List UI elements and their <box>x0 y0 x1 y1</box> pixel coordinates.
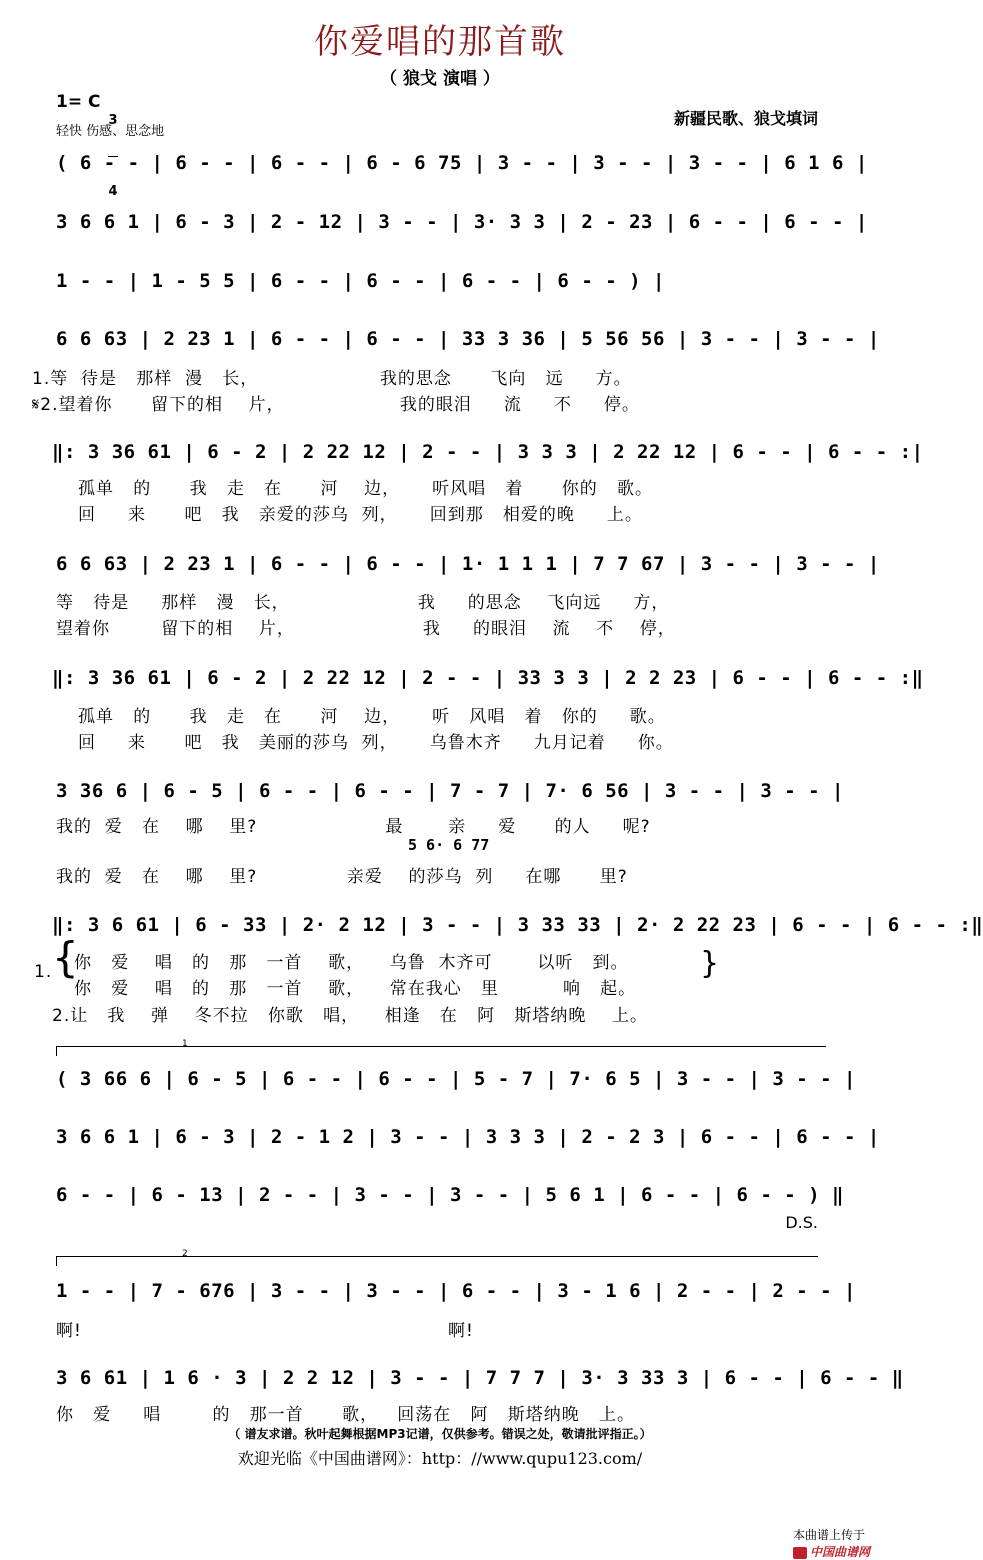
performer: （ 狼戈 演唱 ） <box>380 69 500 89</box>
volta-line-1 <box>56 1046 826 1047</box>
notation-row-7: ‖: 3 36 61 | 6 - 2 | 2 22 12 | 2 - - | 33 3 3 | 2 2 23 | 6 - - | 6 - - :‖ <box>52 667 924 689</box>
page-title: 你爱唱的那首歌 <box>314 22 566 62</box>
notation-row-5: ‖: 3 36 61 | 6 - 2 | 2 22 12 | 2 - - | 3 3 3 | 2 22 12 | 6 - - | 6 - - :| <box>52 441 924 463</box>
time-top: 3 <box>108 113 118 128</box>
credits: 新疆民歌、狼戈填词 <box>673 109 818 128</box>
volta-bracket-2 <box>56 1256 57 1266</box>
volta-line-2 <box>56 1256 818 1257</box>
lyrics-line: 2.让 我 弹 冬不拉 你歌 唱， 相逢 在 阿 斯塔纳晚 上。 <box>52 1006 648 1026</box>
welcome-text: 欢迎光临《中国曲谱网》：http：//www.qupu123.com/ <box>237 1449 643 1468</box>
lyrics-line: 我的 爱 在 哪 里? 亲爱 的莎乌 列 在哪 里? <box>56 867 628 887</box>
notation-row-12: 6 - - | 6 - 13 | 2 - - | 3 - - | 3 - - | 5 6 1 | 6 - - | 6 - - ) ‖ <box>56 1184 844 1206</box>
volta-bracket-1 <box>56 1046 57 1056</box>
time-bottom: 4 <box>108 184 118 199</box>
key-signature: 1= C <box>56 92 101 112</box>
notation-row-2: 3 6 6 1 | 6 - 3 | 2 - 12 | 3 - - | 3· 3 3 | 2 - 23 | 6 - - | 6 - - | <box>56 211 868 233</box>
lyrics-line: 你 爱 唱 的 那 一首 歌， 乌鲁 木齐可 以听 到。 <box>74 953 629 973</box>
notation-row-8: 3 36 6 | 6 - 5 | 6 - - | 6 - - | 7 - 7 | 7· 6 56 | 3 - - | 3 - - | <box>56 780 844 802</box>
lyrics-line: 等 待是 那样 漫 长， 我 的思念 飞向远 方， <box>56 593 670 613</box>
dal-segno-mark: D.S. <box>785 1213 818 1232</box>
notation-row-4: 6 6 63 | 2 23 1 | 6 - - | 6 - - | 33 3 36 | 5 56 56 | 3 - - | 3 - - | <box>56 328 880 350</box>
brace-close-icon: } <box>700 946 721 981</box>
site-logo: 中国曲谱网 <box>809 1545 870 1559</box>
lyrics-line: 我的 爱 在 哪 里? 最 亲 爱 的人 呢? <box>56 817 651 837</box>
lyrics-line: 啊! <box>56 1321 82 1341</box>
notation-row-3: 1 - - | 1 - 5 5 | 6 - - | 6 - - | 6 - - | 6 - - ) | <box>56 270 665 292</box>
lyrics-line: 𝄋2.望着你 留下的相 片， 我的眼泪 流 不 停。 <box>32 395 640 415</box>
site-logo-icon <box>793 1547 807 1559</box>
transcriber-note: （ 谱友求谱。秋叶起舞根据MP3记谱，仅供参考。错误之处，敬请批评指正。） <box>228 1427 652 1441</box>
volta-number-1: 1 <box>182 1039 188 1049</box>
upload-credit <box>785 1512 870 1560</box>
upload-label: 本曲谱上传于 <box>792 1528 865 1542</box>
notation-row-10: ( 3 66 6 | 6 - 5 | 6 - - | 6 - - | 5 - 7 | 7· 6 5 | 3 - - | 3 - - | <box>56 1068 856 1090</box>
volta-number-2: 2 <box>182 1249 188 1259</box>
notation-row-13: 1 - - | 7 - 676 | 3 - - | 3 - - | 6 - - | 3 - 1 6 | 2 - - | 2 - - | <box>56 1280 856 1302</box>
tempo-marking: 轻快 伤感、思念地 <box>56 124 165 139</box>
ending-label: 1. <box>34 962 53 982</box>
lyrics-line: 你 爱 唱 的 那 一首 歌， 常在我心 里 响 起。 <box>74 979 637 999</box>
brace-icon: { <box>52 933 80 982</box>
lyrics-line: 你 爱 唱 的 那一首 歌， 回荡在 阿 斯塔纳晚 上。 <box>56 1405 635 1425</box>
notation-row-6: 6 6 63 | 2 23 1 | 6 - - | 6 - - | 1· 1 1 1 | 7 7 67 | 3 - - | 3 - - | <box>56 553 880 575</box>
notation-row-14: 3 6 61 | 1 6 · 3 | 2 2 12 | 3 - - | 7 7 7 | 3· 3 33 3 | 6 - - | 6 - - ‖ <box>56 1367 904 1389</box>
lyrics-line: 回 来 吧 我 亲爱的莎乌 列， 回到那 相爱的晚 上。 <box>78 505 643 525</box>
lyrics-line: 回 来 吧 我 美丽的莎乌 列， 乌鲁木齐 九月记着 你。 <box>78 733 674 753</box>
notation-row-1: ( 6 - - | 6 - - | 6 - - | 6 - 6 75 | 3 - - | 3 - - | 3 - - | 6 1 6 | <box>56 152 868 174</box>
lyrics-line: 孤单 的 我 走 在 河 边， 听风唱 着 你的 歌。 <box>78 479 653 499</box>
notation-row-11: 3 6 6 1 | 6 - 3 | 2 - 1 2 | 3 - - | 3 3 3 | 2 - 2 3 | 6 - - | 6 - - | <box>56 1126 880 1148</box>
lyrics-line: 1.等 待是 那样 漫 长， 我的思念 飞向 远 方。 <box>32 369 632 389</box>
lyrics-line: 望着你 留下的相 片， 我 的眼泪 流 不 停， <box>56 619 676 639</box>
notation-row-9: ‖: 3 6 61 | 6 - 33 | 2· 2 12 | 3 - - | 3 33 33 | 2· 2 22 23 | 6 - - | 6 - - :‖ <box>52 914 983 936</box>
alternate-notes: 5 6· 6 77 <box>408 836 490 854</box>
lyrics-line: 啊! <box>448 1321 474 1341</box>
lyrics-line: 孤单 的 我 走 在 河 边， 听 风唱 着 你的 歌。 <box>78 707 666 727</box>
time-signature <box>108 86 118 213</box>
